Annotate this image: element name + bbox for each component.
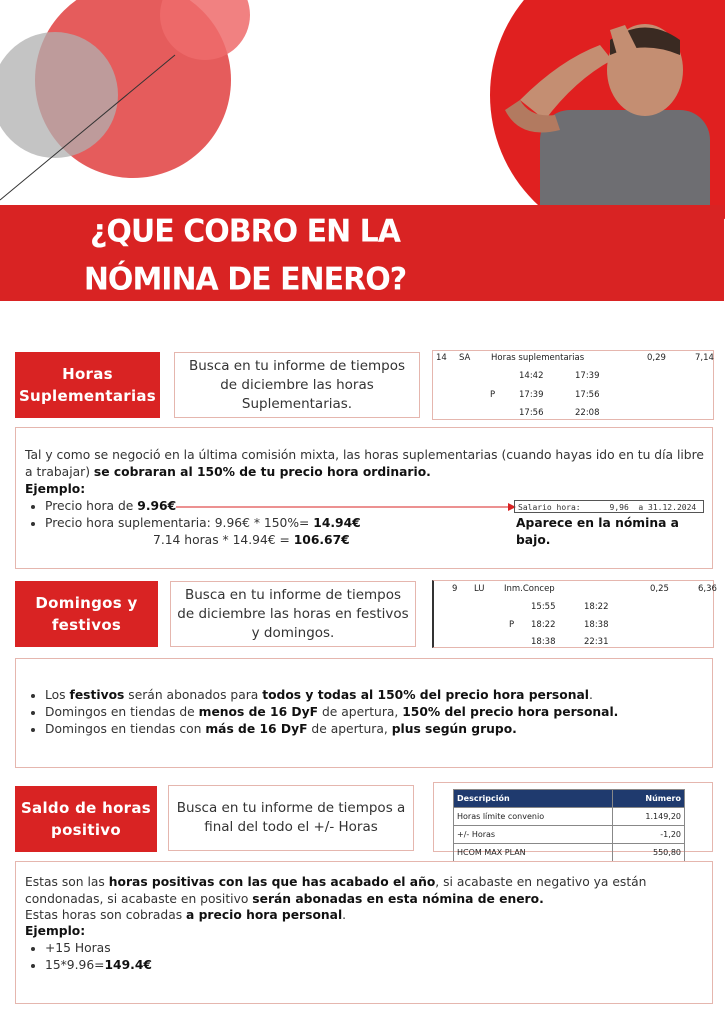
excerpt-time: 22:31 (584, 637, 609, 647)
intro-paragraph: Estas son las horas positivas con las que has acabado el año, si acabaste en negativo ya están condonadas, si acabaste en positivo serán abonadas en esta nómina de enero. (25, 875, 647, 906)
example-list (25, 940, 345, 974)
section-description: Busca en tu informe de tiempos a final del todo el +/- Horas (168, 785, 414, 851)
excerpt-weekday: SA (459, 353, 471, 363)
excerpt-flag: P (490, 390, 496, 400)
page-title: ¿QUE COBRO EN LA NÓMINA DE ENERO? (83, 212, 407, 298)
excerpt-time: 18:38 (531, 637, 556, 647)
section-label-domingos-festivos: Domingos y festivos (15, 581, 158, 647)
example-label: Ejemplo: (25, 482, 86, 496)
excerpt-weekday: LU (474, 584, 485, 594)
excerpt-time: 17:39 (519, 390, 544, 400)
table-cell: -1,20 (612, 826, 684, 844)
excerpt-time: 14:42 (519, 371, 544, 381)
table-cell: Horas límite convenio (454, 808, 613, 826)
table-cell: HCOM MAX PLAN (454, 844, 613, 862)
excerpt-time: 18:38 (584, 620, 609, 630)
summary-table (453, 789, 685, 862)
table-row (454, 808, 685, 826)
excerpt-day: 14 (436, 353, 447, 363)
payslip-note: Aparece en la nómina a bajo. (516, 516, 679, 547)
table-row (454, 826, 685, 844)
excerpt-time: 18:22 (584, 602, 609, 612)
time-report-excerpt (432, 350, 714, 420)
list-item: • Los festivos serán abonados para todos y todas al 150% del precio hora personal. (45, 687, 725, 704)
excerpt-value: 0,25 (650, 584, 669, 594)
list-item: • Domingos en tiendas de menos de 16 DyF de apertura, 150% del precio hora personal. (45, 704, 725, 721)
rate-paragraph: Estas horas son cobradas a precio hora personal. (25, 908, 347, 922)
section-description: Busca en tu informe de tiempos de diciembre las horas Suplementarias. (174, 352, 420, 418)
time-report-excerpt (432, 580, 717, 648)
excerpt-concept: Horas suplementarias (491, 353, 585, 363)
excerpt-time: 15:55 (531, 602, 556, 612)
hours-summary-table (433, 782, 713, 857)
section-description: Busca en tu informe de tiempos de diciembre las horas en festivos y domingos. (170, 581, 416, 647)
table-cell: +/- Horas (454, 826, 613, 844)
table-cell: 550,80 (612, 844, 684, 862)
rules-list (25, 687, 725, 738)
excerpt-time: 18:22 (531, 620, 556, 630)
excerpt-day: 9 (452, 584, 458, 594)
arrow-icon (176, 503, 516, 511)
excerpt-value: 0,29 (647, 353, 666, 363)
section-label-saldo-horas: Saldo de horas positivo (15, 786, 157, 852)
excerpt-flag: P (509, 620, 515, 630)
table-cell: 1.149,20 (612, 808, 684, 826)
info-panel-saldo-horas (15, 861, 713, 1004)
list-item: • +15 Horas (45, 940, 345, 957)
example-label: Ejemplo: (25, 924, 86, 938)
list-item: • Precio hora suplementaria: 9.96€ * 150%= 14.94€ (45, 515, 465, 532)
info-panel-horas-suplementarias (15, 427, 713, 569)
excerpt-concept: Inm.Concep (504, 584, 555, 594)
intro-paragraph: Tal y como se negoció en la última comisión mixta, las horas suplementarias (cuando hayas ido en tu día libre a trabajar) se cobraran al 150% de tu precio hora ordinario. (25, 448, 704, 479)
table-row (454, 844, 685, 862)
table-header-row (454, 790, 685, 808)
excerpt-time: 17:39 (575, 371, 600, 381)
section-label-horas-suplementarias: Horas Suplementarias (15, 352, 160, 418)
calculation-line: 7.14 horas * 14.94€ = 106.67€ (153, 533, 350, 547)
info-panel-domingos-festivos (15, 658, 713, 768)
excerpt-time: 17:56 (575, 390, 600, 400)
excerpt-hours: 7,14 (695, 353, 714, 363)
payslip-excerpt: Salario hora: 9,96 a 31.12.2024 (514, 500, 704, 513)
column-header: Número (612, 790, 684, 808)
list-item: • 15*9.96=149.4€ (45, 957, 345, 974)
excerpt-hours: 6,36 (698, 584, 717, 594)
excerpt-time: 17:56 (519, 408, 544, 418)
excerpt-time: 22:08 (575, 408, 600, 418)
column-header: Descripción (454, 790, 613, 808)
list-item: • Precio hora de 9.96€ (45, 498, 465, 515)
list-item: • Domingos en tiendas con más de 16 DyF de apertura, plus según grupo. (45, 721, 725, 738)
